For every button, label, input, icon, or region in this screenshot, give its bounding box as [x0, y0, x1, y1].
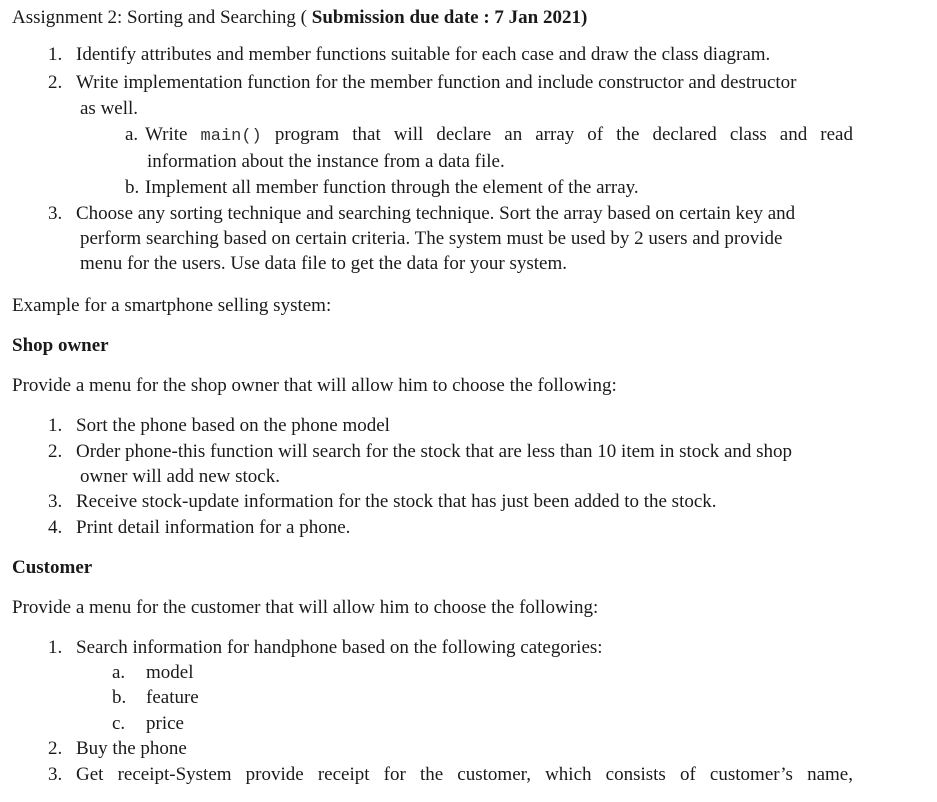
list-number: 3. — [48, 203, 63, 224]
list-letter: b. — [125, 177, 140, 198]
requirement-2a-continued — [147, 150, 505, 174]
customer-item-1 — [48, 636, 603, 660]
shop-owner-item-4 — [48, 516, 350, 540]
list-letter: c. — [112, 713, 126, 734]
sub-text: information about the instance from a data file. — [147, 151, 505, 172]
list-number: 3. — [48, 764, 63, 785]
requirement-3 — [48, 202, 795, 226]
requirement-text: Write implementation function for the member function and include constructor and destructor — [76, 72, 797, 93]
customer-item-1a — [112, 661, 194, 685]
item-text: Order phone-this function will search for the stock that are less than 10 item in stock and shop — [76, 441, 793, 462]
customer-item-2 — [48, 737, 187, 761]
list-number: 2. — [48, 738, 63, 759]
requirement-2-continued — [80, 97, 138, 121]
document-title — [12, 6, 587, 30]
title-due-date: Submission due date : 7 Jan 2021) — [311, 7, 588, 28]
customer-heading: Customer — [12, 557, 93, 578]
customer-item-3 — [48, 763, 853, 787]
requirement-2a — [125, 123, 853, 149]
list-letter: a. — [125, 124, 139, 145]
requirement-3-line3 — [80, 252, 567, 276]
requirement-text: Identify attributes and member functions suitable for each case and draw the class diagram. — [76, 44, 771, 65]
item-text: Print detail information for a phone. — [76, 517, 351, 538]
sub-text: price — [146, 713, 184, 734]
item-text: Search information for handphone based on the following categories: — [76, 637, 603, 658]
requirement-text: Choose any sorting technique and searching technique. Sort the array based on certain key and — [76, 203, 796, 224]
sub-text: Write — [145, 124, 201, 145]
requirement-text: perform searching based on certain criteria. The system must be used by 2 users and provide — [80, 228, 783, 249]
title-prefix: Assignment 2: Sorting and Searching ( — [12, 7, 312, 28]
requirement-3-line2 — [80, 227, 782, 251]
requirement-text: menu for the users. Use data file to get the data for your system. — [80, 253, 567, 274]
shop-owner-item-1 — [48, 414, 390, 438]
list-number: 1. — [48, 44, 63, 65]
shop-owner-heading: Shop owner — [12, 335, 109, 356]
customer-intro: Provide a menu for the customer that will allow him to choose the following: — [12, 597, 599, 618]
list-letter: b. — [112, 687, 127, 708]
sub-text: feature — [146, 687, 199, 708]
item-text: Receive stock-update information for the stock that has just been added to the stock. — [76, 491, 717, 512]
list-number: 4. — [48, 517, 63, 538]
list-number: 2. — [48, 441, 63, 462]
sub-text: model — [146, 662, 194, 683]
item-text: Get receipt-System provide receipt for the customer, which consists of customer’s name, — [76, 764, 853, 785]
item-text: Buy the phone — [76, 738, 187, 759]
example-intro: Example for a smartphone selling system: — [12, 295, 332, 316]
list-number: 1. — [48, 637, 63, 658]
sub-text: Implement all member function through the element of the array. — [145, 177, 639, 198]
customer-item-1b — [112, 686, 199, 710]
list-number: 2. — [48, 72, 63, 93]
shop-owner-item-3 — [48, 490, 717, 514]
sub-text: program that will declare an array of the declared class and read — [261, 124, 853, 145]
item-text: owner will add new stock. — [80, 466, 280, 487]
requirement-text: as well. — [80, 98, 139, 119]
list-number: 1. — [48, 415, 63, 436]
item-text: Sort the phone based on the phone model — [76, 415, 390, 436]
list-number: 3. — [48, 491, 63, 512]
shop-owner-intro: Provide a menu for the shop owner that will allow him to choose the following: — [12, 375, 617, 396]
shop-owner-item-2 — [48, 440, 792, 464]
customer-item-1c — [112, 712, 184, 736]
code-main: main() — [200, 127, 262, 146]
requirement-2b — [125, 176, 639, 200]
shop-owner-item-2-continued — [80, 465, 280, 489]
requirement-2 — [48, 71, 796, 95]
requirement-1 — [48, 43, 770, 67]
list-letter: a. — [112, 662, 126, 683]
